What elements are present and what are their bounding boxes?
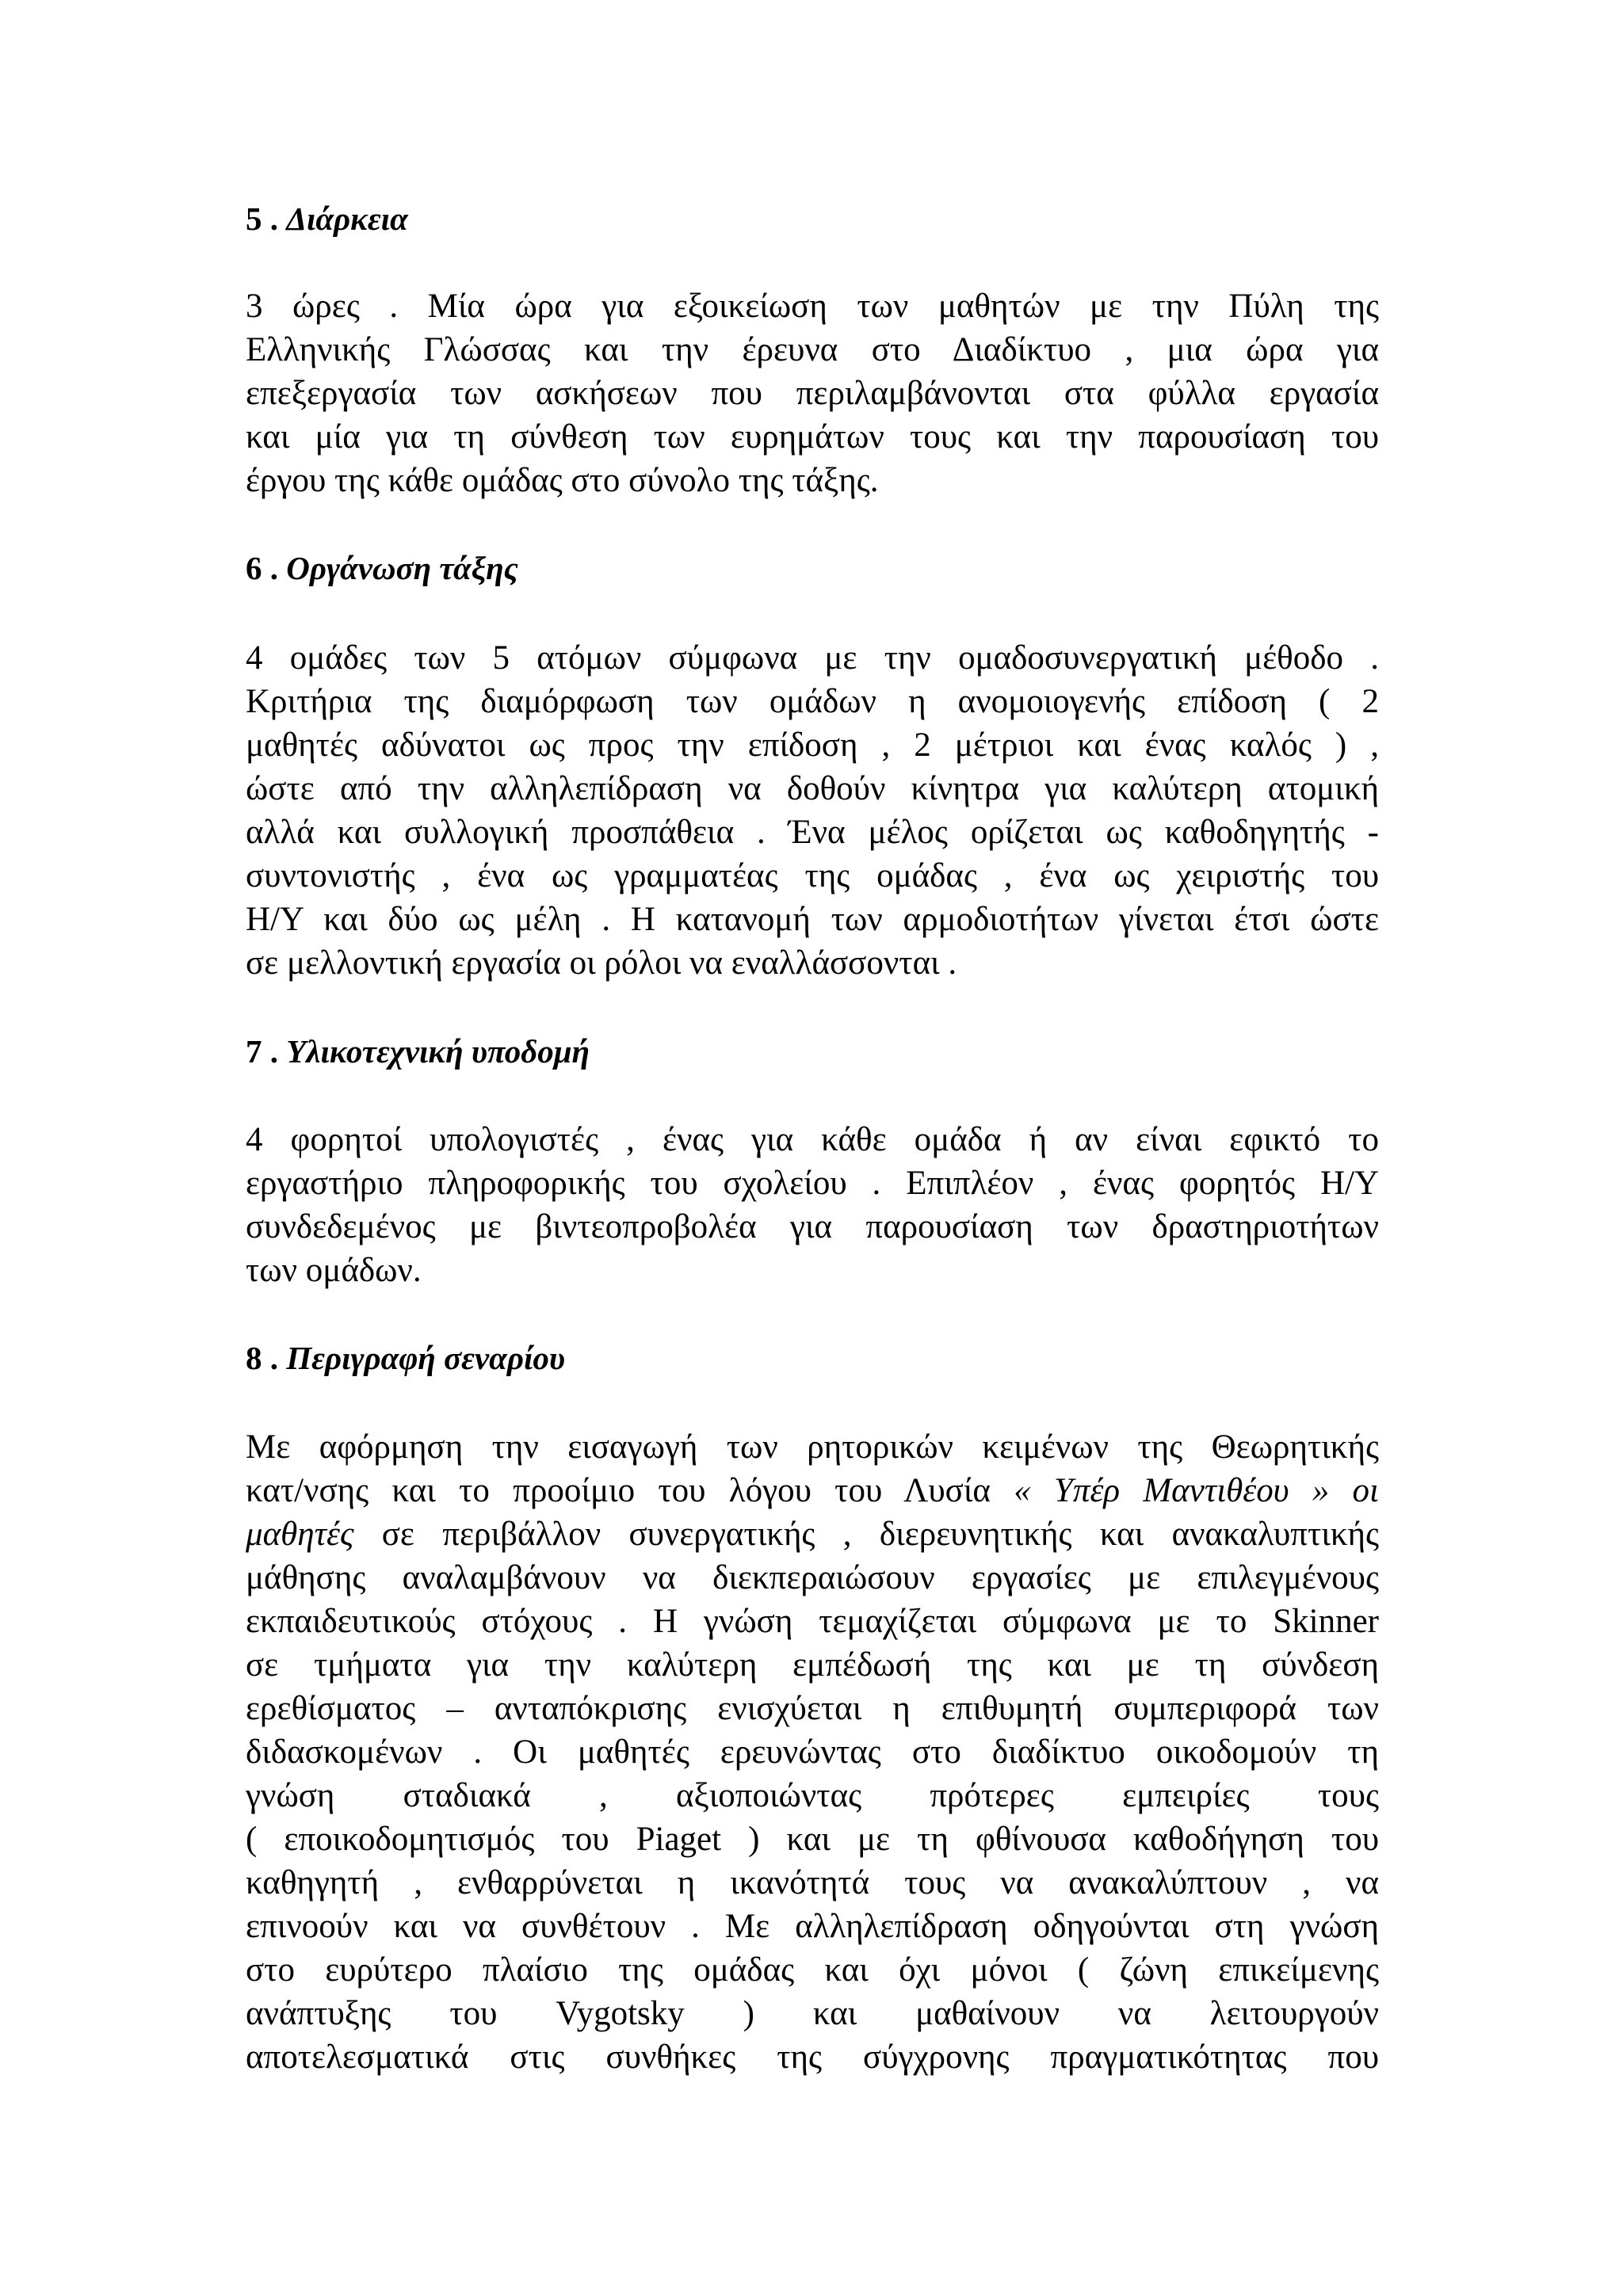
- paragraph-line: και μία για τη σύνθεση των ευρημάτων τους και την παρουσίαση του: [246, 418, 1379, 456]
- paragraph-line: γνώση σταδιακά , αξιοποιώντας πρότερες εμπειρίες τους: [246, 1777, 1379, 1814]
- paragraph-line: 4 ομάδες των 5 ατόμων σύμφωνα με την ομαδοσυνεργατική μέθοδο .: [246, 639, 1379, 677]
- section-7-paragraph: [246, 1118, 1379, 1292]
- section-7-heading: [246, 1031, 1379, 1072]
- paragraph-line: των ομάδων.: [246, 1252, 422, 1289]
- paragraph-line: αλλά και συλλογική προσπάθεια . Ένα μέλος ορίζεται ως καθοδηγητής -: [246, 814, 1379, 851]
- section-6-paragraph: [246, 636, 1379, 985]
- paragraph-line: Ελληνικής Γλώσσας και την έρευνα στο Διαδίκτυο , μια ώρα για: [246, 331, 1379, 368]
- section-5-heading: [246, 198, 1379, 239]
- paragraph-line: επινοούν και να συνθέτουν . Με αλληλεπίδραση οδηγούνται στη γνώση: [246, 1908, 1379, 1945]
- paragraph-line: καθηγητή , ενθαρρύνεται η ικανότητά τους να ανακαλύπτουν , να: [246, 1864, 1379, 1901]
- paragraph-line: συντονιστής , ένα ως γραμματέας της ομάδας , ένα ως χειριστής του: [246, 857, 1379, 894]
- paragraph-line: έργου της κάθε ομάδας στο σύνολο της τάξης.: [246, 462, 879, 499]
- paragraph-line: ( εποικοδομητισμός του Piaget ) και με τη φθίνουσα καθοδήγηση του: [246, 1821, 1379, 1858]
- paragraph-line: διδασκομένων . Οι μαθητές ερευνώντας στο διαδίκτυο οικοδομούν τη: [246, 1733, 1379, 1771]
- section-6-title: Οργάνωση τάξης: [286, 550, 518, 586]
- paragraph-line: σε τμήματα για την καλύτερη εμπέδωσή της και με τη σύνδεση: [246, 1646, 1379, 1684]
- students-italic: μαθητές: [246, 1516, 354, 1553]
- section-8-paragraph: [246, 1425, 1379, 2079]
- paragraph-line: Με αφόρμηση την εισαγωγή των ρητορικών κειμένων της Θεωρητικής: [246, 1428, 1379, 1466]
- paragraph-line: ώστε από την αλληλεπίδραση να δοθούν κίνητρα για καλύτερη ατομική: [246, 770, 1379, 807]
- paragraph-line: 3 ώρες . Μία ώρα για εξοικείωση των μαθητών με την Πύλη της: [246, 288, 1379, 325]
- section-6-number: 6 .: [246, 550, 278, 586]
- document-page: [246, 198, 1379, 2079]
- paragraph-line: επεξεργασία των ασκήσεων που περιλαμβάνονται στα φύλλα εργασία: [246, 375, 1379, 412]
- paragraph-line: εργαστήριο πληροφορικής του σχολείου . Επιπλέον , ένας φορητός Η/Υ: [246, 1165, 1379, 1202]
- paragraph-line: μάθησης αναλαμβάνουν να διεκπεραιώσουν εργασίες με επιλεγμένους: [246, 1559, 1379, 1596]
- section-7-title: Υλικοτεχνική υποδομή: [286, 1033, 590, 1070]
- paragraph-line: 4 φορητοί υπολογιστές , ένας για κάθε ομάδα ή αν είναι εφικτό το: [246, 1121, 1379, 1158]
- section-5-title: Διάρκεια: [286, 200, 408, 237]
- paragraph-line: ανάπτυξης του Vygotsky ) και μαθαίνουν να λειτουργούν: [246, 1995, 1379, 2032]
- section-7-number: 7 .: [246, 1033, 278, 1070]
- paragraph-line: σε μελλοντική εργασία οι ρόλοι να εναλλάσσονται .: [246, 944, 957, 982]
- speech-title-italic: « Υπέρ Μαντιθέου » οι: [1014, 1472, 1379, 1509]
- paragraph-line: Η/Υ και δύο ως μέλη . Η κατανομή των αρμοδιοτήτων γίνεται έτσι ώστε: [246, 901, 1379, 938]
- paragraph-line: μαθητές αδύνατοι ως προς την επίδοση , 2 μέτριοι και ένας καλός ) ,: [246, 727, 1379, 764]
- section-8-number: 8 .: [246, 1340, 278, 1376]
- paragraph-line: [246, 1512, 1379, 1556]
- paragraph-line: στο ευρύτερο πλαίσιο της ομάδας και όχι μόνοι ( ζώνη επικείμενης: [246, 1951, 1379, 1989]
- paragraph-line: αποτελεσματικά στις συνθήκες της σύγχρονης πραγματικότητας που: [246, 2039, 1379, 2076]
- paragraph-line: [246, 1469, 1379, 1512]
- section-5-number: 5 .: [246, 200, 278, 237]
- section-8-heading: [246, 1337, 1379, 1379]
- section-8-title: Περιγραφή σεναρίου: [286, 1340, 565, 1376]
- section-6-heading: [246, 547, 1379, 589]
- paragraph-line: συνδεδεμένος με βιντεοπροβολέα για παρουσίαση των δραστηριοτήτων: [246, 1208, 1379, 1245]
- line-text: σε περιβάλλον συνεργατικής , διερευνητικής και ανακαλυπτικής: [353, 1516, 1379, 1553]
- line-text: κατ/νσης και το προοίμιο του λόγου του Λυσία: [246, 1472, 1014, 1509]
- paragraph-line: Κριτήρια της διαμόρφωση των ομάδων η ανομοιογενής επίδοση ( 2: [246, 683, 1379, 720]
- paragraph-line: ερεθίσματος – ανταπόκρισης ενισχύεται η επιθυμητή συμπεριφορά των: [246, 1690, 1379, 1727]
- section-5-paragraph: [246, 284, 1379, 502]
- paragraph-line: εκπαιδευτικούς στόχους . Η γνώση τεμαχίζεται σύμφωνα με το Skinner: [246, 1603, 1379, 1640]
